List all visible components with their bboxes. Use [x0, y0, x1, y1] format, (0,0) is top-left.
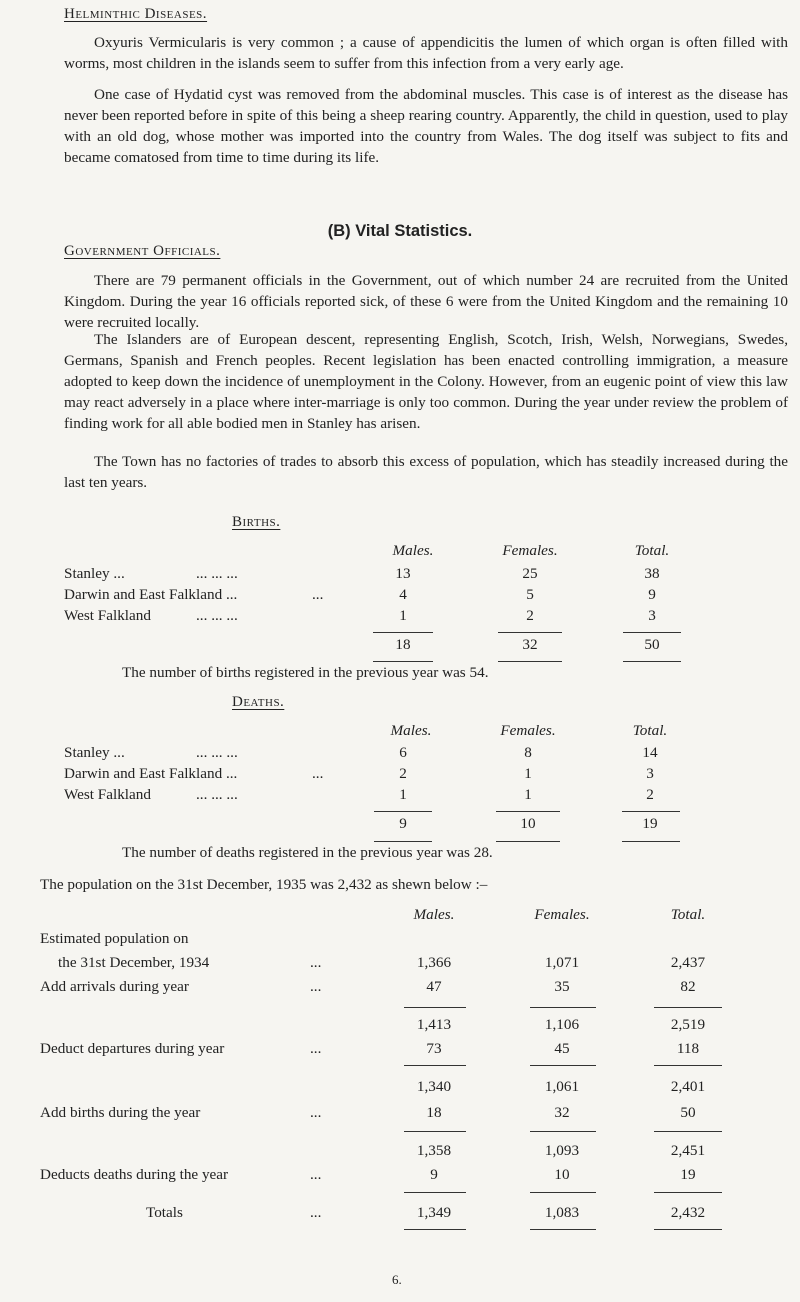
females-value: 32: [554, 1104, 570, 1121]
rule: [374, 811, 432, 812]
rule: [404, 1007, 466, 1008]
total-all: 50: [644, 636, 660, 653]
males-value: 1,340: [416, 1078, 452, 1095]
total-value: 19: [680, 1166, 696, 1183]
total-males: 18: [395, 636, 411, 653]
col-males: Males.: [392, 542, 434, 559]
females-value: 1,093: [544, 1142, 580, 1159]
col-males: Males.: [390, 722, 432, 739]
females-value: 8: [524, 744, 532, 761]
births-row: [0, 607, 800, 627]
total-value: 82: [680, 978, 696, 995]
rule: [530, 1007, 596, 1008]
paragraph: The Islanders are of European descent, representing English, Scotch, Irish, Welsh, Norwegians, Swedes, Germans, Spanish and French peoples. Recent legislation has been enacted controlling immigration, a measure adopted to keep down the incidence of unemployment in the Colony. However, from an eugenic point of view this law may react adversely in a place where inter-marriage is only too common. During the year under review the problem of finding work for all able bodied men in Stanley has arisen.: [64, 331, 788, 432]
place-label: West Falkland: [64, 607, 151, 624]
rule: [622, 841, 680, 842]
males-value: 2: [399, 765, 407, 782]
leader-dots: ... ... ...: [196, 786, 238, 803]
rule: [496, 811, 560, 812]
place-label: West Falkland: [64, 786, 151, 803]
col-total: Total.: [632, 722, 668, 739]
total-value: 118: [676, 1040, 700, 1057]
total-value: 38: [644, 565, 660, 582]
deaths-header-row: [0, 722, 800, 742]
population-row: [0, 1166, 800, 1186]
row-label: Deduct departures during year: [40, 1040, 225, 1057]
females-value: 2: [526, 607, 534, 624]
row-label-line2: the 31st December, 1934: [58, 954, 210, 971]
place-label: Darwin and East Falkland ...: [64, 765, 238, 782]
deaths-row: [0, 786, 800, 806]
rule: [404, 1192, 466, 1193]
males-value: 9: [430, 1166, 438, 1183]
rule: [530, 1065, 596, 1066]
row-label: Add arrivals during year: [40, 978, 189, 995]
population-row-cont: [0, 954, 800, 974]
place-label: Stanley ...: [64, 565, 125, 582]
females-value: 5: [526, 586, 534, 603]
col-females: Females.: [534, 906, 590, 923]
total-value: 14: [642, 744, 658, 761]
rule: [404, 1229, 466, 1230]
population-row: [0, 1016, 800, 1036]
births-title: Births.: [232, 514, 281, 530]
females-value: 25: [522, 565, 538, 582]
col-females: Females.: [502, 542, 558, 559]
males-value: 73: [426, 1040, 442, 1057]
total-value: 2,437: [670, 954, 706, 971]
col-total: Total.: [670, 906, 706, 923]
deaths-totals-row: [0, 815, 800, 835]
males-value: 18: [426, 1104, 442, 1121]
page-number: 6.: [392, 1272, 402, 1287]
males-value: 6: [399, 744, 407, 761]
total-value: 50: [680, 1104, 696, 1121]
row-label: Deducts deaths during the year: [40, 1166, 229, 1183]
vital-statistics-heading: (B) Vital Statistics.: [327, 222, 473, 240]
paragraph: There are 79 permanent officials in the Government, out of which number 24 are recruited from the United Kingdom. During the year 16 officials reported sick, of these 6 were from the United Kingdom and the remaining 10 were recruited locally.: [64, 272, 788, 331]
leader-dots: ... ... ...: [196, 607, 238, 624]
leader-dots: ...: [312, 765, 324, 782]
leader-dots: ...: [310, 978, 322, 995]
males-value: 4: [399, 586, 407, 603]
paragraph: One case of Hydatid cyst was removed from the abdominal muscles. This case is of interest as the disease has never been reported before in spite of this being a sheep rearing country. Apparently, the child in question, used to play with an old dog, whose mother was imported into the country from Wales. The dog itself was subject to fits and became comatosed from time to time during its life.: [64, 86, 788, 166]
births-row: [0, 586, 800, 606]
rule: [623, 632, 681, 633]
rule: [654, 1131, 722, 1132]
rule: [373, 632, 433, 633]
rule: [404, 1131, 466, 1132]
females-value: 1,061: [544, 1078, 580, 1095]
rule: [654, 1065, 722, 1066]
helminthic-heading: Helminthic Diseases.: [64, 6, 208, 22]
government-heading: Government Officials.: [64, 243, 221, 259]
rule: [496, 841, 560, 842]
rule: [404, 1065, 466, 1066]
rule: [623, 661, 681, 662]
males-value: 1: [399, 786, 407, 803]
leader-dots: ...: [312, 586, 324, 603]
births-note: The number of births registered in the previous year was 54.: [122, 664, 489, 681]
males-value: 1,366: [416, 954, 452, 971]
males-value: 47: [426, 978, 442, 995]
rule: [530, 1192, 596, 1193]
population-row: [0, 1104, 800, 1124]
place-label: Stanley ...: [64, 744, 125, 761]
rule: [654, 1007, 722, 1008]
deaths-title: Deaths.: [232, 694, 285, 710]
males-value: 1,349: [416, 1204, 452, 1221]
total-value: 2,519: [670, 1016, 706, 1033]
row-label: Totals: [146, 1204, 183, 1221]
total-value: 9: [648, 586, 656, 603]
total-females: 10: [520, 815, 536, 832]
deaths-row: [0, 765, 800, 785]
paragraph: Oxyuris Vermicularis is very common ; a cause of appendicitis the lumen of which organ is often filled with worms, most children in the islands seem to suffer from this infection from a very early age.: [64, 34, 788, 72]
total-value: 2: [646, 786, 654, 803]
population-row: [0, 1078, 800, 1098]
deaths-note: The number of deaths registered in the previous year was 28.: [122, 844, 493, 861]
population-row: [0, 930, 800, 950]
males-value: 1: [399, 607, 407, 624]
population-row: [0, 1204, 800, 1224]
paragraph: The Town has no factories of trades to absorb this excess of population, which has steadily increased during the last ten years.: [64, 453, 788, 491]
population-row: [0, 1142, 800, 1162]
rule: [530, 1131, 596, 1132]
deaths-row: [0, 744, 800, 764]
population-header-row: [0, 906, 800, 926]
total-value: 2,401: [670, 1078, 706, 1095]
row-label: Add births during the year: [40, 1104, 201, 1121]
population-row: [0, 1040, 800, 1060]
leader-dots: ...: [310, 1040, 322, 1057]
rule: [498, 661, 562, 662]
births-header-row: [0, 542, 800, 562]
rule: [622, 811, 680, 812]
males-value: 13: [395, 565, 411, 582]
leader-dots: ...: [310, 954, 322, 971]
total-value: 2,432: [670, 1204, 706, 1221]
col-females: Females.: [500, 722, 556, 739]
rule: [498, 632, 562, 633]
leader-dots: ...: [310, 1204, 322, 1221]
rule: [374, 841, 432, 842]
males-value: 1,413: [416, 1016, 452, 1033]
row-label: Estimated population on: [40, 930, 189, 947]
females-value: 1,083: [544, 1204, 580, 1221]
total-value: 3: [648, 607, 656, 624]
births-totals-row: [0, 636, 800, 656]
rule: [530, 1229, 596, 1230]
leader-dots: ... ... ...: [196, 565, 238, 582]
females-value: 10: [554, 1166, 570, 1183]
females-value: 45: [554, 1040, 570, 1057]
col-males: Males.: [413, 906, 455, 923]
total-value: 2,451: [670, 1142, 706, 1159]
females-value: 35: [554, 978, 570, 995]
total-males: 9: [399, 815, 407, 832]
rule: [654, 1229, 722, 1230]
rule: [654, 1192, 722, 1193]
females-value: 1: [524, 786, 532, 803]
females-value: 1: [524, 765, 532, 782]
births-row: [0, 565, 800, 585]
rule: [373, 661, 433, 662]
total-value: 3: [646, 765, 654, 782]
leader-dots: ...: [310, 1166, 322, 1183]
females-value: 1,071: [544, 954, 580, 971]
leader-dots: ...: [310, 1104, 322, 1121]
population-row: [0, 978, 800, 998]
females-value: 1,106: [544, 1016, 580, 1033]
population-intro: The population on the 31st December, 1935 was 2,432 as shewn below :–: [40, 876, 488, 893]
total-females: 32: [522, 636, 538, 653]
col-total: Total.: [634, 542, 670, 559]
place-label: Darwin and East Falkland ...: [64, 586, 238, 603]
total-all: 19: [642, 815, 658, 832]
males-value: 1,358: [416, 1142, 452, 1159]
leader-dots: ... ... ...: [196, 744, 238, 761]
